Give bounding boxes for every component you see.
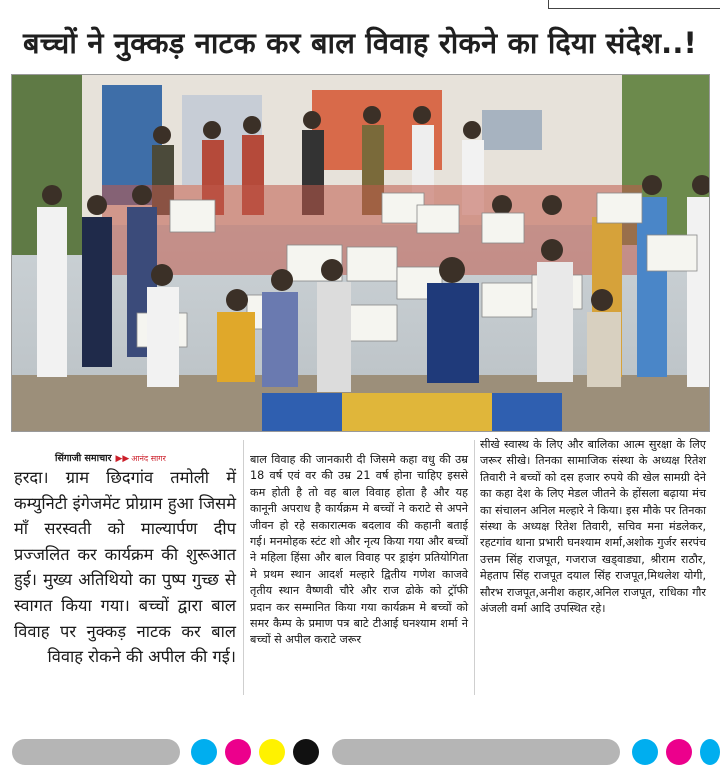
byline-source: सिंगाजी समाचार	[55, 453, 112, 464]
black-dot	[293, 739, 319, 765]
event-photo	[11, 74, 710, 432]
group-photo-illustration	[12, 75, 709, 431]
partial-dot	[700, 739, 720, 765]
gray-bar	[332, 739, 620, 765]
print-registration-strip	[0, 737, 720, 767]
article-column-3: सीखे स्वास्थ के लिए और बालिका आत्म सुरक्षा के लिए जरूर सीखे। तिनका सामाजिक संस्था के अध्यक्ष रितेश तिवारी ने बच्चों को दस हजार रुपये की खेल सामग्री देने का कहा देश के लिए मेडल जीतने के होंसला बढ़ाया मंच का संचालन अनिल मल्हारे ने किया। इस मौके पर तिनका संस्था के अध्यक्ष रितेश तिवारी, सचिव मना मंडलेकर, रहटगांव थाना प्रभारी घनश्याम शर्मा,अशोक गुर्जर सरपंच उत्तम सिंह राजपूत, गजराज खड्वाड्या, श्रीराम राठौर, मेहताप सिंह राजपूत दयाल सिंह राजपूत,मिथलेश योगी, सौरभ राजपूत,अनीश कहार,अनिल राजपूत, राधिका गौर अंजली वर्मा आदि उपस्थित रहे।	[480, 438, 706, 616]
byline-arrow-icon: ▶▶	[115, 454, 130, 464]
byline	[55, 451, 255, 464]
article-column-1: हरदा। ग्राम छिदगांव तमोली में कम्युनिटी इंगेजमेंट प्रोग्राम हुआ जिसमे माँ सरस्वती को माल्यार्पण दीप प्रज्जलित कर कार्यक्रम की शुरूआत हुई। मुख्य अतिथियो का पुष्प गुच्छ से स्वागत किया गया। बच्चों द्वारा बाल विवाह पर नुक्कड़ नाटक कर बाल विवाह रोकने की अपील की गई।	[14, 468, 236, 667]
yellow-dot	[259, 739, 285, 765]
column-divider	[474, 440, 475, 695]
page-corner-rule	[548, 0, 720, 9]
byline-reporter: आनंद सागर	[131, 454, 166, 463]
column-divider	[243, 440, 244, 695]
cyan-dot	[632, 739, 658, 765]
headline: बच्चों ने नुक्कड़ नाटक कर बाल विवाह रोकने का दिया संदेश..!	[23, 26, 697, 60]
gray-bar	[12, 739, 180, 765]
magenta-dot	[225, 739, 251, 765]
cyan-dot	[191, 739, 217, 765]
magenta-dot	[666, 739, 692, 765]
article-column-2: बाल विवाह की जानकारी दी जिसमे कहा वधु की उम्र 18 वर्ष एवं वर की उम्र 21 वर्ष होना चाहिए इससे कम होती है तो वह बाल विवाह होता है और यह कानूनी अपराध है कार्यक्रम मे बच्चों ने कराटे से अपने जीवन हो रहे सकारात्मक बदलाव की कहानी बताई गई। मनमोहक स्टंट शो और नृत्य किया गया और बच्चों ने महिला हिंसा और बाल विवाह पर ड्राइंग प्रतियोगिता मे प्रथम स्थान आदर्श मल्हारे द्वितीय गणेश काजवे तृतीय स्थान वैष्णवी चौरे और राज ढोके को ट्रॉफी प्रदान कर सम्मानित किया गया कार्यक्रम मे बच्चों को समर कैम्प के प्रमाण पत्र बाटे टीआई घनश्याम शर्मा ने बच्चों से अपील कराटे जरूर	[250, 453, 468, 647]
